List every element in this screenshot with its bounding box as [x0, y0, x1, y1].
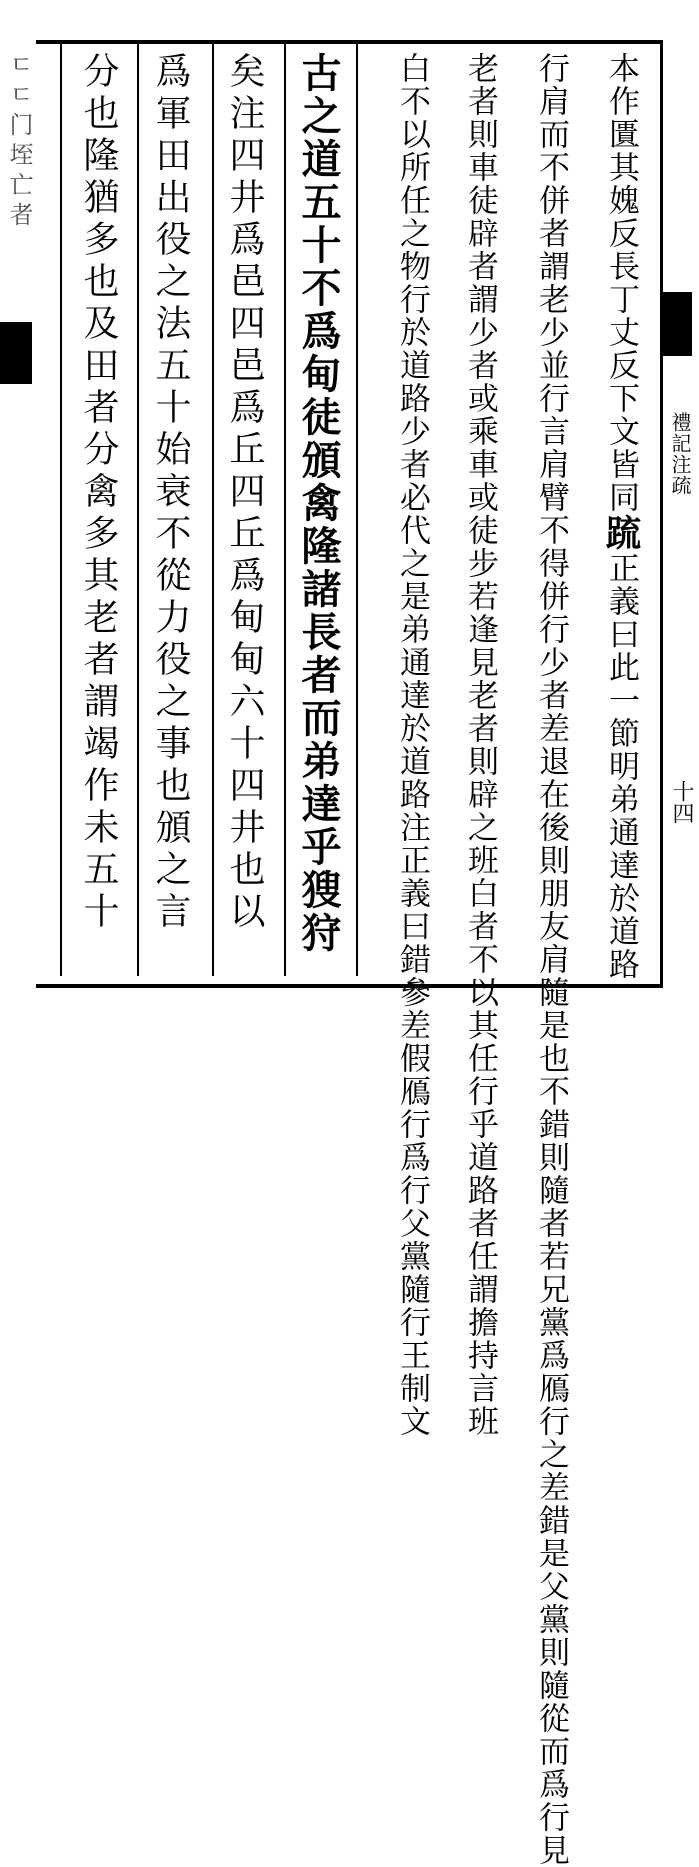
text-column-2 — [533, 52, 569, 1867]
left-margin-text: ㄷㄷ门垤亡者 — [5, 52, 33, 232]
text-column-4 — [394, 52, 430, 1438]
column-rule — [212, 44, 214, 976]
column-text: 白不以所任之物行於道路少者必代之是弟通達於道路注正義曰錯參差假鴈行爲行父黨隨行王制文 — [394, 52, 430, 1438]
column-rule — [284, 44, 286, 976]
column-text: 行肩而不併者謂老少並行言肩臂不得併行少者差退在後則朋友肩隨是也不錯則隨者若兄黨爲鴈行之差錯是父黨則隨從而爲行見 — [533, 52, 569, 1867]
column-text: 正義曰此一節明弟通達於道路 — [603, 552, 639, 981]
page-number: 十四 — [669, 780, 694, 824]
binding-mark — [0, 322, 32, 384]
column-text: 古之道五十不爲甸徒頒禽隆諸長者而弟達乎獀狩 — [295, 52, 342, 955]
column-text: 矣注四井爲邑四邑爲丘四丘爲甸甸六十四井也以 — [224, 52, 265, 934]
text-column-3 — [462, 52, 498, 1438]
main-text-column — [295, 52, 342, 955]
column-text: 爲軍田出役之法五十始衰不從力役之事也頒之言 — [150, 52, 191, 934]
column-text: 老者則車徒辟者謂少者或乘車或徒步若逢見老者則辟之班白者不以其任行乎道路者任謂擔持言班 — [462, 52, 498, 1438]
binding-mark — [662, 292, 692, 356]
column-text: 本作匱其媿反長丁丈反下文皆同 — [603, 52, 639, 514]
column-rule — [356, 44, 358, 976]
column-rule — [137, 44, 139, 976]
left-margin-fragment — [0, 52, 36, 982]
text-column-1 — [600, 52, 642, 981]
text-column-6 — [224, 52, 265, 934]
commentary-marker: 䟽 — [600, 514, 642, 552]
text-column-7 — [150, 52, 191, 934]
right-margin — [662, 40, 699, 980]
book-title: 禮記注疏 — [668, 412, 692, 496]
column-text: 分也隆猶多也及田者分禽多其老者謂竭作未五十 — [78, 52, 119, 934]
column-rule — [60, 44, 62, 976]
text-column-8 — [78, 52, 119, 934]
